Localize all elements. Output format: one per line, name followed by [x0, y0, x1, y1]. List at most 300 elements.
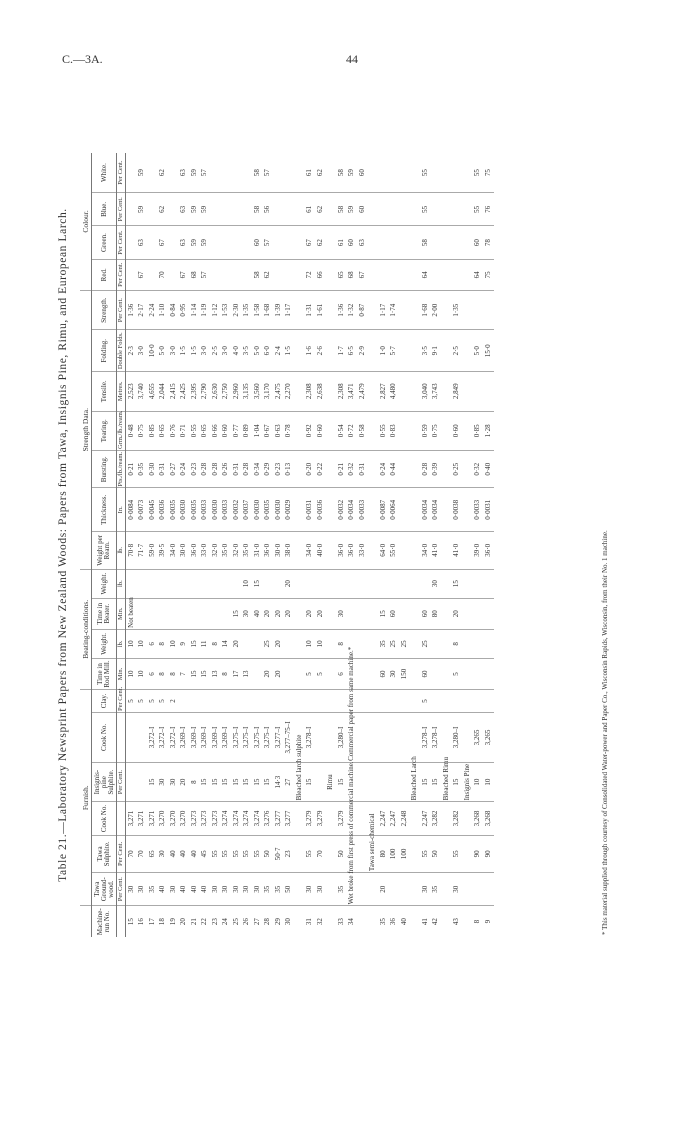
- table-cell: 59: [189, 226, 200, 259]
- table-cell: Wet broke from first press of commercial machine.: [347, 761, 356, 905]
- table-cell: 0·0034: [347, 488, 358, 532]
- table-cell: 0·23: [273, 451, 284, 488]
- table-cell: 15: [305, 762, 316, 802]
- table-cell: [441, 330, 452, 372]
- table-cell: 3,271: [137, 802, 148, 835]
- table-cell: 1·04: [252, 411, 263, 451]
- table-cell: 64: [420, 259, 431, 290]
- table-cell: 3,560: [252, 372, 263, 412]
- table-cell: 2,849: [452, 372, 463, 412]
- table-cell: 59: [137, 193, 148, 226]
- column-header: Thickness.: [92, 488, 117, 532]
- table-cell: 0·54: [336, 411, 347, 451]
- table-cell: 1·19: [200, 290, 211, 330]
- table-cell: [147, 193, 158, 226]
- table-cell: [431, 658, 442, 689]
- table-cell: 0·75: [431, 411, 442, 451]
- table-cell: 25: [399, 629, 410, 658]
- table-cell: 20: [284, 569, 295, 598]
- table-cell: 3·0: [137, 330, 148, 372]
- table-cell: [410, 372, 421, 412]
- table-cell: 36·0: [483, 532, 494, 569]
- table-cell: [389, 690, 400, 713]
- table-cell: [326, 835, 337, 872]
- table-cell: 9: [179, 629, 190, 658]
- table-cell: 2·3: [126, 330, 137, 372]
- table-cell: 0·76: [168, 411, 179, 451]
- table-cell: 55: [420, 153, 431, 193]
- table-cell: [168, 259, 179, 290]
- table-cell: [294, 629, 305, 658]
- table-cell: [221, 598, 232, 629]
- table-cell: 1·35: [452, 290, 463, 330]
- table-cell: 60: [347, 226, 358, 259]
- table-cell: [231, 193, 242, 226]
- table-cell: [294, 330, 305, 372]
- table-cell: [273, 193, 284, 226]
- table-cell: [462, 658, 473, 689]
- table-cell: [483, 569, 494, 598]
- table-cell: 90: [483, 835, 494, 872]
- table-cell: 3,265: [473, 712, 484, 762]
- table-cell: 58: [252, 259, 263, 290]
- column-header: Green.: [92, 226, 117, 259]
- table-cell: 41: [420, 918, 429, 926]
- table-cell: [231, 569, 242, 598]
- table-cell: 0·0030: [273, 488, 284, 532]
- table-cell: 8: [452, 629, 463, 658]
- table-cell: 0·72: [347, 411, 358, 451]
- table-cell: 15: [221, 762, 232, 802]
- table-cell: 15: [252, 762, 263, 802]
- table-cell: 0·67: [263, 411, 274, 451]
- table-cell: 59: [189, 153, 200, 193]
- table-cell: [326, 330, 337, 372]
- table-cell: [126, 153, 137, 193]
- column-header: Tearing.: [92, 411, 117, 451]
- table-cell: 35: [378, 629, 389, 658]
- table-cell: [326, 658, 337, 689]
- table-cell: [231, 226, 242, 259]
- table-cell: 8: [189, 762, 200, 802]
- table-cell: 0·31: [231, 451, 242, 488]
- table-cell: 10: [168, 629, 179, 658]
- table-cell: [284, 193, 295, 226]
- table-row: [158, 153, 169, 937]
- table-cell: [326, 532, 337, 569]
- table-cell: 76: [483, 193, 494, 226]
- table-cell: [462, 690, 473, 713]
- table-cell: 0·24: [179, 451, 190, 488]
- table-cell: 17: [147, 918, 156, 926]
- table-cell: 0·0030: [252, 488, 263, 532]
- table-cell: 1·0: [378, 330, 389, 372]
- table-cell: 59·0: [147, 532, 158, 569]
- table-cell: [473, 569, 484, 598]
- table-cell: 15: [452, 762, 463, 802]
- footnote: * This material supplied through courtesy of Consolidated Water-power and Paper Co., Wisconsin Rapids, Wisconsin, from their No. 1 machine.: [601, 530, 609, 935]
- table-cell: [294, 488, 305, 532]
- table-cell: 67: [179, 259, 190, 290]
- table-cell: [326, 906, 337, 937]
- table-cell: [399, 762, 410, 802]
- table-cell: [210, 598, 221, 629]
- table-cell: [410, 226, 421, 259]
- table-cell: [462, 330, 473, 372]
- table-cell: 3,273: [200, 802, 211, 835]
- table-cell: [462, 873, 473, 906]
- table-cell: [315, 569, 326, 598]
- table-cell: 30: [284, 918, 293, 926]
- table-cell: 32: [315, 918, 324, 926]
- table-cell: [126, 226, 137, 259]
- table-cell: [315, 712, 326, 762]
- table-cell: 0·55: [378, 411, 389, 451]
- table-cell: 3,743: [431, 372, 442, 412]
- table-cell: 55: [420, 193, 431, 226]
- table-cell: [368, 411, 379, 451]
- table-cell: 1·5: [189, 330, 200, 372]
- table-cell: 67: [158, 226, 169, 259]
- table-cell: 5·0: [158, 330, 169, 372]
- table-cell: 1·31: [305, 290, 316, 330]
- table-cell: [431, 259, 442, 290]
- table-cell: [294, 372, 305, 412]
- table-cell: 34·0: [168, 532, 179, 569]
- table-cell: 3,740: [137, 372, 148, 412]
- table-cell: 0·0033: [473, 488, 484, 532]
- table-cell: [294, 411, 305, 451]
- table-cell: 62: [263, 259, 274, 290]
- table-cell: 2·30: [231, 290, 242, 330]
- table-cell: [389, 712, 400, 762]
- group-beating: Beating-conditions.: [80, 569, 92, 690]
- table-cell: 20: [179, 762, 190, 802]
- table-cell: 3,269–I: [210, 712, 221, 762]
- table-cell: [368, 372, 379, 412]
- table-cell: 0·40: [483, 451, 494, 488]
- table-cell: 3,273: [210, 802, 221, 835]
- table-cell: 25: [263, 629, 274, 658]
- table-cell: 32·0: [210, 532, 221, 569]
- group-colour: Colour.: [80, 153, 92, 290]
- table-cell: 9·1: [431, 330, 442, 372]
- column-header: Blue.: [92, 193, 117, 226]
- table-cell: 3,274: [242, 802, 253, 835]
- table-cell: 70: [158, 259, 169, 290]
- table-cell: [273, 259, 284, 290]
- table-cell: 36·0: [263, 532, 274, 569]
- table-row: [389, 153, 400, 937]
- table-cell: [326, 712, 337, 762]
- table-cell: 33: [336, 918, 345, 926]
- table-cell: 19: [168, 918, 177, 926]
- table-cell: [336, 690, 347, 713]
- table-cell: 0·32: [473, 451, 484, 488]
- table-cell: [126, 259, 137, 290]
- table-cell: 30: [168, 873, 179, 906]
- table-cell: 5: [315, 658, 326, 689]
- table-cell: [410, 259, 421, 290]
- table-cell: 40: [252, 598, 263, 629]
- table-cell: 0·21: [336, 451, 347, 488]
- table-cell: [326, 193, 337, 226]
- table-cell: [210, 153, 221, 193]
- table-cell: 3,040: [420, 372, 431, 412]
- table-cell: [410, 193, 421, 226]
- table-cell: 9: [483, 919, 492, 924]
- table-cell: 3,277: [284, 802, 295, 835]
- table-cell: [284, 153, 295, 193]
- table-cell: 59: [137, 153, 148, 193]
- table-row: [441, 153, 452, 937]
- table-cell: [326, 629, 337, 658]
- table-cell: 30: [252, 873, 263, 906]
- table-cell: 8: [168, 658, 179, 689]
- table-cell: [452, 153, 463, 193]
- table-cell: 0·13: [284, 451, 295, 488]
- table-cell: 66: [315, 259, 326, 290]
- table-cell: 3,280–I: [452, 712, 463, 762]
- table-cell: [483, 629, 494, 658]
- table-cell: 8: [221, 658, 232, 689]
- table-cell: [368, 532, 379, 569]
- table-cell: 35: [263, 873, 274, 906]
- table-cell: [410, 835, 421, 872]
- table-cell: [252, 690, 263, 713]
- table-cell: 3,274: [231, 802, 242, 835]
- table-cell: 2·24: [147, 290, 158, 330]
- table-cell: 3,268: [483, 802, 494, 835]
- table-cell: 30: [315, 873, 326, 906]
- table-cell: 58: [336, 193, 347, 226]
- table-cell: [294, 290, 305, 330]
- table-cell: 29: [273, 918, 282, 926]
- unit-cell: Per Cent.: [117, 762, 126, 802]
- table-cell: [305, 690, 316, 713]
- table-cell: [326, 488, 337, 532]
- table-row: [420, 153, 431, 937]
- table-row: [231, 153, 242, 937]
- table-cell: [399, 451, 410, 488]
- table-cell: [368, 762, 379, 802]
- table-cell: 38·0: [284, 532, 295, 569]
- table-cell: [441, 712, 452, 762]
- table-cell: 30: [305, 873, 316, 906]
- table-cell: [431, 690, 442, 713]
- table-cell: [242, 259, 253, 290]
- table-cell: 10: [126, 629, 137, 658]
- table-cell: [410, 658, 421, 689]
- table-cell: 100: [399, 835, 410, 872]
- table-row: [147, 153, 158, 937]
- table-cell: 0·26: [221, 451, 232, 488]
- table-cell: 2,395: [189, 372, 200, 412]
- table-cell: [326, 598, 337, 629]
- table-cell: 2·5: [452, 330, 463, 372]
- rotated-table-area: [54, 145, 649, 945]
- table-cell: 3,278–I: [431, 712, 442, 762]
- table-cell: [462, 802, 473, 835]
- table-cell: 20: [179, 918, 188, 926]
- table-cell: 3,275–I: [231, 712, 242, 762]
- table-row: [315, 153, 326, 937]
- table-cell: 15: [452, 569, 463, 598]
- table-cell: 10: [315, 629, 326, 658]
- table-cell: 42: [431, 918, 440, 926]
- table-cell: [368, 906, 379, 937]
- table-cell: 20: [263, 658, 274, 689]
- table-cell: 3,471: [347, 372, 358, 412]
- table-cell: 22: [200, 918, 209, 926]
- table-cell: [294, 532, 305, 569]
- table-cell: 0·0038: [452, 488, 463, 532]
- table-cell: [168, 569, 179, 598]
- table-cell: 60: [252, 226, 263, 259]
- table-cell: [473, 690, 484, 713]
- table-cell: 1·10: [158, 290, 169, 330]
- table-cell: 1·39: [273, 290, 284, 330]
- table-cell: [399, 411, 410, 451]
- table-cell: [368, 193, 379, 226]
- table-cell: 30: [420, 873, 431, 906]
- table-cell: 0·0032: [231, 488, 242, 532]
- table-cell: [441, 873, 452, 906]
- table-cell: [462, 259, 473, 290]
- table-cell: [242, 193, 253, 226]
- table-cell: [431, 629, 442, 658]
- column-header: Weight.: [92, 569, 117, 598]
- table-cell: Bleached Rimu: [441, 757, 450, 801]
- table-cell: 2,827: [378, 372, 389, 412]
- table-cell: 18: [158, 918, 167, 926]
- table-cell: 3,277–75–I: [284, 712, 295, 762]
- table-row: [168, 153, 179, 937]
- table-cell: [368, 658, 379, 689]
- table-cell: [399, 193, 410, 226]
- table-cell: 40: [399, 918, 408, 926]
- table-cell: 1·74: [389, 290, 400, 330]
- table-cell: 30·0: [179, 532, 190, 569]
- table-cell: [158, 569, 169, 598]
- table-cell: [410, 802, 421, 835]
- table-cell: 1·5: [179, 330, 190, 372]
- table-cell: [389, 259, 400, 290]
- table-cell: [368, 259, 379, 290]
- table-cell: [326, 153, 337, 193]
- table-cell: 10: [483, 762, 494, 802]
- table-cell: 67: [357, 259, 368, 290]
- table-cell: 0·0064: [389, 488, 400, 532]
- table-cell: 40: [189, 873, 200, 906]
- table-cell: [399, 226, 410, 259]
- table-cell: 55: [231, 835, 242, 872]
- table-row: [200, 153, 211, 937]
- table-cell: 5: [137, 690, 148, 713]
- table-cell: 0·0034: [420, 488, 431, 532]
- table-cell: [294, 193, 305, 226]
- table-cell: 2,960: [231, 372, 242, 412]
- unit-cell: Min.: [117, 598, 126, 629]
- table-cell: 20: [273, 658, 284, 689]
- table-cell: 3,135: [242, 372, 253, 412]
- table-cell: 100: [389, 835, 400, 872]
- table-cell: Commercial paper from same machine.*: [347, 646, 356, 761]
- table-cell: [284, 259, 295, 290]
- table-cell: [462, 372, 473, 412]
- table-cell: [441, 598, 452, 629]
- table-cell: 1·32: [347, 290, 358, 330]
- unit-cell: Per Cent.: [116, 686, 124, 711]
- table-cell: [294, 906, 305, 937]
- table-cell: 15: [431, 762, 442, 802]
- table-row: [399, 153, 410, 937]
- table-cell: 0·0036: [315, 488, 326, 532]
- table-cell: [357, 569, 368, 598]
- table-cell: 15: [189, 629, 200, 658]
- table-cell: 27: [284, 762, 295, 802]
- table-cell: 0·95: [179, 290, 190, 330]
- table-cell: [242, 153, 253, 193]
- table-cell: [410, 411, 421, 451]
- table-cell: [294, 690, 305, 713]
- table-cell: 0·28: [420, 451, 431, 488]
- table-cell: 0·44: [389, 451, 400, 488]
- table-cell: 30: [137, 873, 148, 906]
- table-cell: [399, 532, 410, 569]
- table-cell: 40·0: [315, 532, 326, 569]
- table-cell: [189, 690, 200, 713]
- table-cell: 2·4: [273, 330, 284, 372]
- table-cell: 0·35: [137, 451, 148, 488]
- column-header: Insignis-pine Sulphite.: [92, 762, 117, 802]
- unit-cell: lb.: [117, 569, 126, 598]
- table-cell: [368, 153, 379, 193]
- table-cell: [462, 569, 473, 598]
- table-cell: [126, 193, 137, 226]
- table-cell: 60: [420, 598, 431, 629]
- table-cell: 63: [137, 226, 148, 259]
- table-cell: 0·85: [473, 411, 484, 451]
- table-cell: [189, 598, 200, 629]
- table-cell: 2,308: [336, 372, 347, 412]
- table-cell: 2,270: [284, 372, 295, 412]
- table-cell: [242, 226, 253, 259]
- table-cell: Bleached larch sulphite: [294, 734, 303, 801]
- table-cell: [441, 690, 452, 713]
- table-cell: [452, 193, 463, 226]
- table-cell: 2·00: [431, 290, 442, 330]
- table-cell: 57: [263, 153, 274, 193]
- table-cell: 0·78: [284, 411, 295, 451]
- table-cell: 2: [168, 690, 179, 713]
- unit-cell: Metres.: [117, 372, 126, 412]
- table-cell: [368, 690, 379, 713]
- table-cell: [462, 153, 473, 193]
- table-cell: 5·7: [389, 330, 400, 372]
- table-cell: [137, 762, 148, 802]
- table-cell: 0·0087: [378, 488, 389, 532]
- table-cell: 40: [179, 873, 190, 906]
- table-cell: [294, 802, 305, 835]
- table-cell: [378, 153, 389, 193]
- page-number: 44: [346, 52, 358, 66]
- table-row: [336, 153, 347, 937]
- column-header: Red.: [92, 259, 117, 290]
- table-cell: 55: [210, 835, 221, 872]
- column-header: Clay.: [92, 690, 117, 713]
- table-cell: 25: [420, 629, 431, 658]
